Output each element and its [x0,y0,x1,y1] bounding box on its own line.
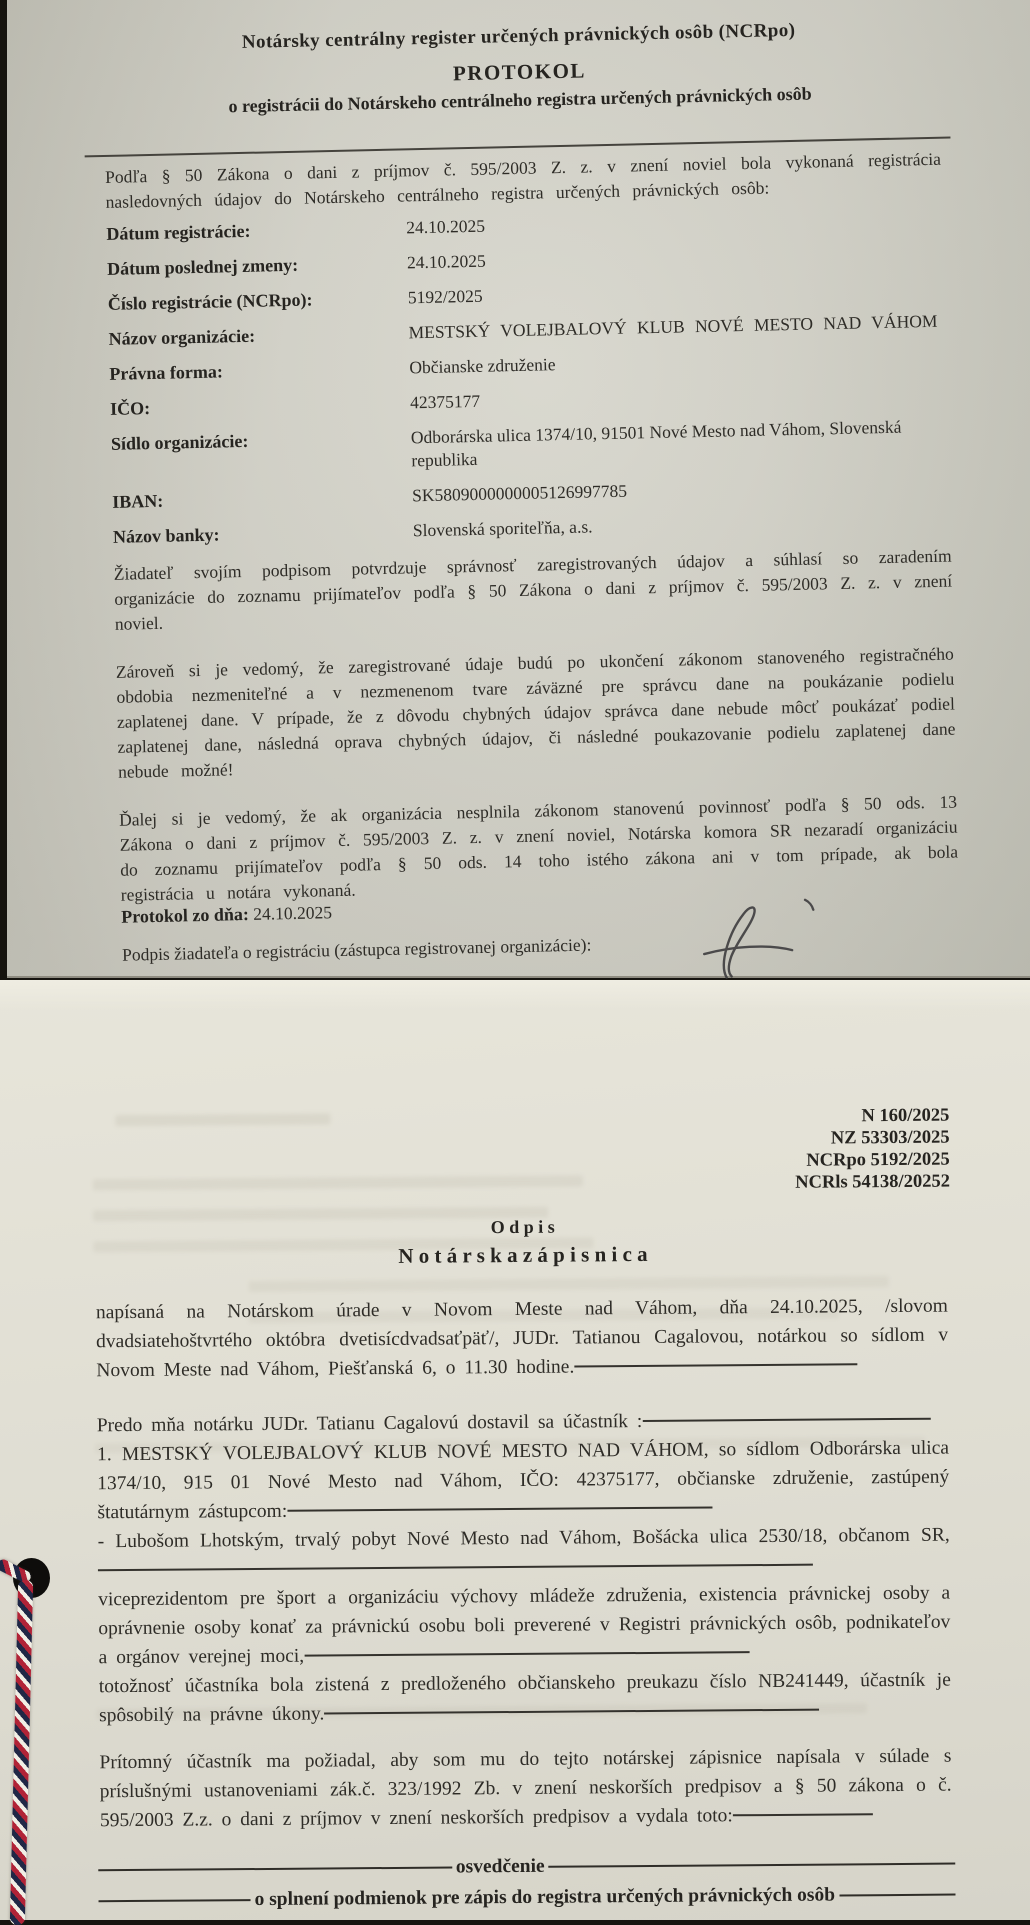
participant-line: - Lubošom Lhotským, trvalý pobyt Nové Mesto nad Váhom, Bošácka ulica 2530/18, občanom SR, [98,1521,950,1586]
dash-fill [287,1506,712,1512]
request-paragraph [99,1742,952,1836]
dash-fill [839,1893,955,1897]
field-value: 24.10.2025 [406,215,486,238]
field-row-bank-name [113,508,949,549]
field-value: Odborárska ulica 1374/10, 91501 Nové Mesto nad Váhom, Slovenská republika [410,416,902,471]
participant-line: totožnosť účastníka bola zistená z predloženého občianskeho preukazu číslo NB241449, účastník je spôsobilý na právne úkony. [98,1669,951,1727]
osvedcenie-subtitle: o splnení podmienok pre zápis do registra určených právnických osôb [254,1884,836,1911]
case-reference-numbers [795,1105,950,1194]
field-row-ico [110,380,946,421]
participant-section [97,1405,951,1731]
field-label: Právna forma: [109,361,224,384]
participant-line: viceprezidentom pre šport a organizáciu výchovy mládeže združenia, existencia právnickej osoby a oprávnenie osoby konať za právnickú osobu boli preverené v Registri právnických osôb, podnikateľov a orgánov verejnej moci, [98,1582,951,1669]
field-label: Názov organizácie: [108,325,256,349]
field-row-legal-form [109,345,945,386]
field-value: MESTSKÝ VOLEJBALOVÝ KLUB NOVÉ MESTO NAD VÁHOM [408,310,938,343]
dash-fill [324,1708,819,1714]
field-label: Sídlo organizácie: [110,430,249,454]
dash-fill [733,1813,873,1816]
field-row-iban [112,473,948,514]
osvedcenie-heading-line [98,1853,955,1882]
dash-fill [642,1417,930,1422]
field-value: SK5809000000005126997785 [411,480,628,506]
declaration-paragraphs [114,544,960,931]
field-label: IČO: [109,398,151,419]
registration-intro: Podľa § 50 Zákona o dani z príjmov č. 595/2003 Z. z. v znení noviel bola vykonaná registrácia nasledovných údajov do Notárskeho centrálneho registra určených právnických osôb: [104,148,942,212]
notarial-deed-content [0,976,1030,1924]
field-label: Číslo registrácie (NCRpo): [107,289,313,314]
dash-fill [304,1651,749,1657]
register-title: Notársky centrálny register určených právnických osôb (NCRpo) [241,19,796,53]
declaration-paragraph: Zároveň si je vedomý, že zaregistrované údaje budú po ukončení zákonom stanoveného registračného obdobia nezmeniteľné a v nezmenenom tvare záväzné pre správcu dane na poukázanie podielu zaplatenej dane. V prípade, že z dôvodu chybných údajov správca dane nebude môcť poukázať podiel zaplatenej dane, následná oprava chybných údajov, či následné poukazovanie podielu zaplatenej dane nebude možné! [115,643,956,782]
dash-fill [549,1862,956,1868]
ref-n: N 160/2025 [861,1105,950,1127]
field-value: 42375177 [409,390,481,413]
dash-fill [98,1866,452,1871]
field-value: 24.10.2025 [406,250,487,273]
dash-fill [574,1363,857,1368]
field-row-registration-number [108,275,944,316]
osvedcenie-word: osvedčenie [455,1855,545,1878]
field-label: Dátum poslednej zmeny: [106,254,299,279]
field-row-last-change-date [107,240,943,281]
deed-title: N o t á r s k a z á p i s n i c a [398,1241,648,1268]
request-text: Prítomný účastník ma požiadal, aby som mu do tejto notárskej zápisnice napísala v súlade s príslušnými ustanoveniami zák.č. 323/1992 Zb. v znení neskorších predpisov a § 50 zákona o č. 595/2003 Z.z. o dani z príjmov v znení neskorších predpisov a vydala toto: [99,1745,952,1832]
osvedcenie-subtitle-line [98,1884,955,1913]
protokol-heading: PROTOKOL [452,58,587,86]
declaration-paragraph: Ďalej si je vedomý, že ak organizácia nesplnila zákonom stanovenú povinnosť podľa § 50 ods. 13 Zákona o dani z príjmov č. 595/2003 Z. z. v znení noviel, Notárska komora SR nezaradí organizáciu do zoznamu prijímateľov podľa § 50 ods. 14 toho istého zákona ani v tom prípade, ak bola registrácia u notára vykonaná. [118,791,959,905]
bleed-through-text [93,1175,583,1190]
protocol-page [7,0,1030,978]
dash-fill [98,1563,813,1571]
field-value: Občianske združenie [409,354,556,378]
deed-intro-text: napísaná na Notárskom úrade v Novom Meste nad Váhom, dňa 24.10.2025, /slovom dvadsiatehoštvrtého októbra dvetisícdvadsaťpäť/, JUDr. Tatianou Cagalovou, notárkou so sídlom v Novom Meste nad Váhom, Piešťanská 6, o 11.30 hodine. [95,1295,949,1382]
protokol-subtitle: o registrácii do Notárskeho centrálneho registra určených právnických osôb [228,83,812,117]
ref-nz: NZ 53303/2025 [830,1127,950,1149]
bleed-through-text [249,1276,889,1292]
ref-ncrls: NCRls 54138/20252 [795,1171,950,1193]
dash-fill [99,1899,251,1903]
handwritten-signature [681,893,823,988]
signature-label: Podpis žiadateľa o registráciu (zástupca registrovanej organizácie): [121,934,592,965]
field-label: IBAN: [111,490,164,512]
protocol-date-label: Protokol zo dňa: [121,903,250,927]
notarial-deed-page [0,980,1030,1920]
registration-fields [106,205,949,561]
odpis-heading: O d p i s [490,1216,555,1238]
field-row-seat [111,415,948,479]
ref-ncrpo: NCRpo 5192/2025 [806,1149,950,1171]
field-value: 5192/2025 [407,285,483,308]
participant-line: 1. MESTSKÝ VOLEJBALOVÝ KLUB NOVÉ MESTO NAD VÁHOM, so sídlom Odborárska ulica 1374/10, 915 01 Nové Mesto nad Váhom, IČO: 42375177, občianske združenie, zastúpený štatutárnym zástupcom: [96,1437,950,1524]
bleed-through-text [115,1113,330,1126]
field-row-organization-name [108,310,944,351]
field-label: Názov banky: [112,524,220,547]
field-label: Dátum registrácie: [106,220,251,244]
deed-intro-paragraph [96,1292,949,1386]
declaration-paragraph: Žiadateľ svojím podpisom potvrdzuje správnosť zaregistrovaných údajov a súhlasí so zaradením organizácie do zoznamu prijímateľov podľa § 50 Zákona o dani z príjmov č. 595/2003 Z. z. v znení noviel. [113,545,953,634]
field-value: Slovenská sporiteľňa, a.s. [412,516,593,541]
participant-line: Predo mňa notárku JUDr. Tatianu Cagalovú dostavil sa účastník : [97,1405,949,1441]
protocol-date-value: 24.10.2025 [253,902,333,924]
